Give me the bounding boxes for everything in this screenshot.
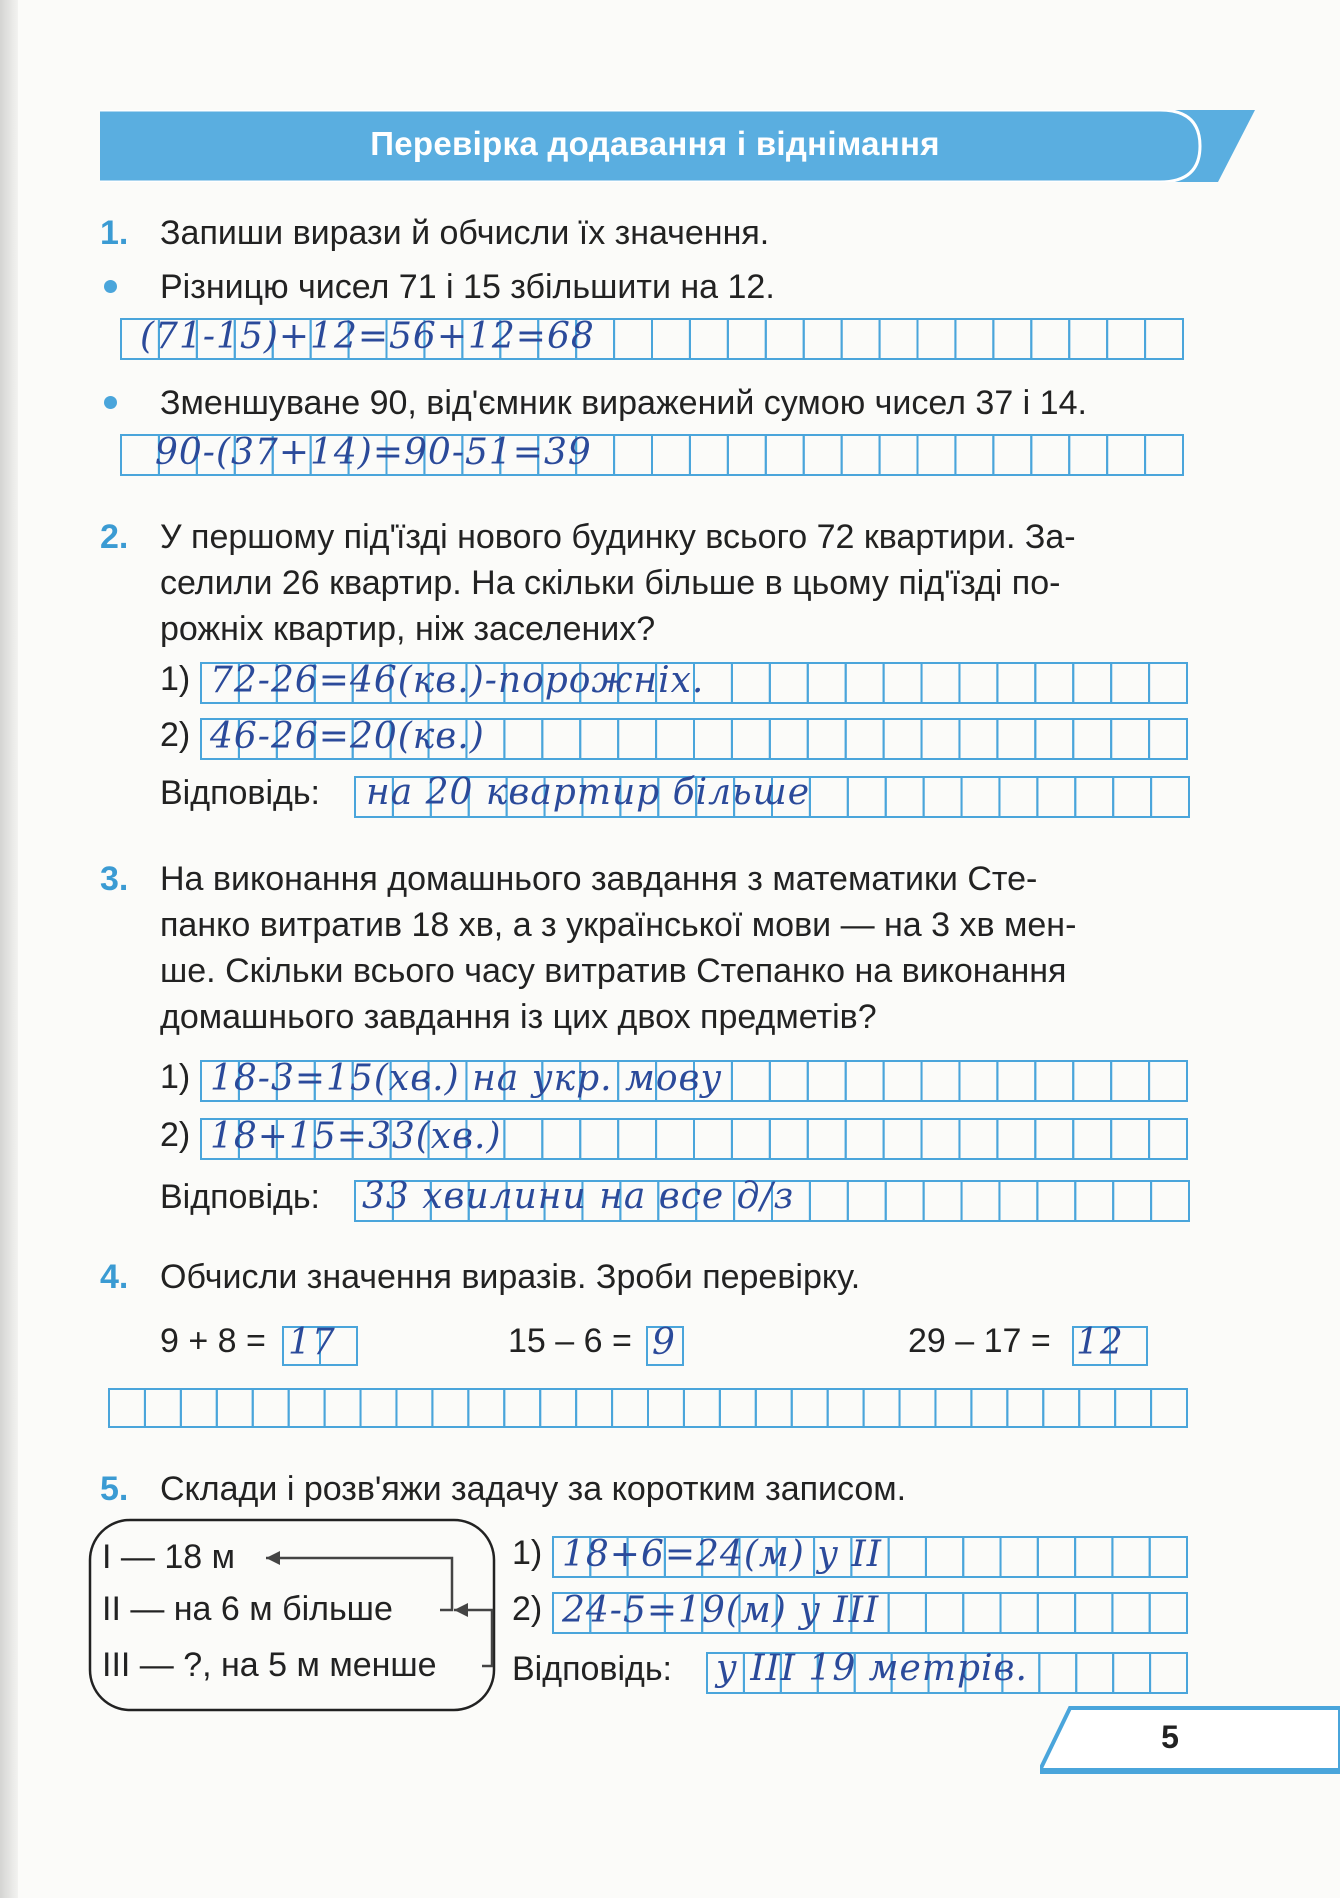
- task4-check-grid[interactable]: [108, 1388, 1188, 1428]
- task3-step2: 18+15=33(хв.): [210, 1116, 502, 1157]
- task3-answer-label: Відповідь:: [160, 1178, 321, 1216]
- grid-cell[interactable]: [1107, 319, 1145, 359]
- grid-cell[interactable]: [999, 1181, 1037, 1221]
- grid-cell[interactable]: [396, 1389, 432, 1427]
- task4-ans-3: 12: [1076, 1322, 1124, 1363]
- grid-cell[interactable]: [880, 319, 918, 359]
- grid-cell[interactable]: [1145, 435, 1183, 475]
- task1-text: Запиши вирази й обчисли їх значення.: [160, 214, 770, 252]
- grid-cell[interactable]: [884, 1119, 922, 1159]
- grid-cell[interactable]: [810, 1181, 848, 1221]
- grid-cell[interactable]: [900, 1389, 936, 1427]
- note-line-1: І — 18 м: [102, 1538, 235, 1576]
- grid-cell[interactable]: [842, 319, 880, 359]
- note-line-2: ІІ — на 6 м більше: [102, 1590, 393, 1628]
- grid-cell[interactable]: [884, 663, 922, 703]
- grid-cell[interactable]: [926, 1537, 963, 1577]
- grid-cell[interactable]: [959, 663, 997, 703]
- grid-cell[interactable]: [880, 435, 918, 475]
- task5-text: Склади і розв'яжи задачу за коротким записом.: [160, 1470, 907, 1508]
- task3-number: 3.: [100, 860, 129, 898]
- task2-line-2: селили 26 квартир. На скільки більше в цьому під'їзді по-: [160, 564, 1061, 602]
- grid-cell[interactable]: [1075, 1181, 1113, 1221]
- grid-cell[interactable]: [612, 1389, 648, 1427]
- grid-cell[interactable]: [884, 1061, 922, 1101]
- grid-cell[interactable]: [1043, 1389, 1079, 1427]
- task3-answer: 33 хвилини на все д/з: [362, 1176, 795, 1217]
- task2-answer-label: Відповідь:: [160, 774, 321, 812]
- task1-b-answer: 90-(37+14)=90-51=39: [155, 432, 592, 473]
- grid-cell[interactable]: [971, 1389, 1007, 1427]
- grid-cell[interactable]: [1038, 1537, 1075, 1577]
- grid-cell[interactable]: [648, 1389, 684, 1427]
- grid-cell[interactable]: [1001, 1537, 1038, 1577]
- grid-cells: [109, 1389, 1187, 1427]
- grid-cell[interactable]: [935, 1389, 971, 1427]
- task2-step2: 46-26=20(кв.): [210, 716, 485, 757]
- grid-cell[interactable]: [728, 319, 766, 359]
- grid-cell[interactable]: [690, 319, 728, 359]
- grid-cell[interactable]: [1112, 1593, 1149, 1633]
- grid-cell[interactable]: [652, 435, 690, 475]
- task5-step2: 24-5=19(м) у ІІІ: [562, 1590, 880, 1631]
- grid-cell[interactable]: [959, 719, 997, 759]
- grid-cell[interactable]: [468, 1389, 504, 1427]
- grid-cell[interactable]: [1149, 1119, 1187, 1159]
- grid-cell[interactable]: [766, 319, 804, 359]
- grid-cell[interactable]: [542, 1119, 580, 1159]
- grid-cell[interactable]: [886, 1181, 924, 1221]
- grid-cell[interactable]: [1150, 1593, 1187, 1633]
- grid-cell[interactable]: [1039, 1653, 1076, 1693]
- grid-cell[interactable]: [1038, 1593, 1075, 1633]
- header-banner: [100, 110, 1255, 182]
- grid-cell[interactable]: [576, 1389, 612, 1427]
- grid-cell[interactable]: [656, 1119, 694, 1159]
- grid-cell[interactable]: [922, 719, 960, 759]
- grid-cell[interactable]: [732, 1119, 770, 1159]
- grid-cell[interactable]: [145, 1389, 181, 1427]
- grid-cell[interactable]: [732, 1061, 770, 1101]
- grid-cell[interactable]: [694, 1119, 732, 1159]
- grid-cell[interactable]: [1001, 1593, 1038, 1633]
- grid-cell[interactable]: [542, 719, 580, 759]
- grid-cell[interactable]: [580, 1119, 618, 1159]
- task4-expr-2: 15 – 6 =: [508, 1322, 632, 1360]
- grid-cell[interactable]: [1069, 319, 1107, 359]
- grid-cell[interactable]: [1111, 1119, 1149, 1159]
- grid-cell[interactable]: [1073, 719, 1111, 759]
- grid-cell[interactable]: [848, 777, 886, 817]
- grid-cell[interactable]: [808, 719, 846, 759]
- page-number: 5: [1161, 1719, 1179, 1755]
- grid-cell[interactable]: [886, 777, 924, 817]
- task2-number: 2.: [100, 518, 129, 556]
- task1-b-text: Зменшуване 90, від'ємник виражений сумою чисел 37 і 14.: [160, 384, 1087, 422]
- grid-cell[interactable]: [1151, 1181, 1189, 1221]
- grid-cell[interactable]: [770, 1061, 808, 1101]
- task4-expr-3: 29 – 17 =: [908, 1322, 1051, 1360]
- task4-number: 4.: [100, 1258, 129, 1296]
- grid-cell[interactable]: [1151, 777, 1189, 817]
- grid-cell[interactable]: [955, 435, 993, 475]
- grid-cell[interactable]: [1031, 319, 1069, 359]
- grid-cell[interactable]: [1035, 1119, 1073, 1159]
- grid-cell[interactable]: [694, 719, 732, 759]
- grid-cell[interactable]: [1113, 777, 1151, 817]
- grid-cell[interactable]: [808, 1061, 846, 1101]
- grid-cell[interactable]: [1075, 1593, 1112, 1633]
- task2-step1-label: 1): [160, 660, 191, 698]
- task1-a-text: Різницю чисел 71 і 15 збільшити на 12.: [160, 268, 775, 306]
- grid-cell[interactable]: [770, 1119, 808, 1159]
- grid-cell[interactable]: [253, 1389, 289, 1427]
- grid-cell[interactable]: [846, 663, 884, 703]
- grid-cell[interactable]: [804, 319, 842, 359]
- grid-cell[interactable]: [732, 719, 770, 759]
- task3-line-3: ше. Скільки всього часу витратив Степанко на виконання: [160, 952, 1067, 990]
- grid-cell[interactable]: [121, 435, 159, 475]
- grid-cell[interactable]: [217, 1389, 253, 1427]
- grid-cell[interactable]: [884, 719, 922, 759]
- grid-cell[interactable]: [1150, 1653, 1187, 1693]
- grid-cell[interactable]: [922, 1061, 960, 1101]
- grid-cell[interactable]: [1035, 663, 1073, 703]
- grid-cell[interactable]: [1075, 1537, 1112, 1577]
- grid-cell[interactable]: [1069, 435, 1107, 475]
- grid-cell[interactable]: [828, 1389, 864, 1427]
- grid-cell[interactable]: [959, 1119, 997, 1159]
- grid-cell[interactable]: [618, 719, 656, 759]
- grid-cell[interactable]: [1035, 719, 1073, 759]
- grid-cell[interactable]: [997, 1061, 1035, 1101]
- grid-cell[interactable]: [504, 1119, 542, 1159]
- grid-cell[interactable]: [181, 1389, 217, 1427]
- page-number-tab: [1040, 1706, 1340, 1776]
- grid-cell[interactable]: [848, 1181, 886, 1221]
- task1-number: 1.: [100, 214, 129, 252]
- grid-cell[interactable]: [924, 1181, 962, 1221]
- grid-cell[interactable]: [1111, 663, 1149, 703]
- task5-number: 5.: [100, 1470, 129, 1508]
- grid-cell[interactable]: [614, 435, 652, 475]
- grid-cell[interactable]: [918, 319, 956, 359]
- task3-step2-label: 2): [160, 1116, 191, 1154]
- grid-cell[interactable]: [1007, 1389, 1043, 1427]
- task4-text: Обчисли значення виразів. Зроби перевірку.: [160, 1258, 861, 1296]
- page-edge-shadow: [0, 0, 18, 1898]
- task2-line-1: У першому під'їзді нового будинку всього 72 квартири. За-: [160, 518, 1076, 556]
- grid-cell[interactable]: [732, 663, 770, 703]
- grid-cell[interactable]: [922, 663, 960, 703]
- task3-step1: 18-3=15(хв.) на укр. мову: [210, 1058, 723, 1099]
- grid-cell[interactable]: [432, 1389, 468, 1427]
- task5-answer: у ІІІ 19 метрів.: [716, 1648, 1028, 1689]
- grid-cell[interactable]: [804, 435, 842, 475]
- grid-cell[interactable]: [756, 1389, 792, 1427]
- grid-cell[interactable]: [792, 1389, 828, 1427]
- page-title: Перевірка додавання і віднімання: [370, 125, 940, 162]
- grid-cell[interactable]: [1079, 1389, 1115, 1427]
- grid-cell[interactable]: [652, 319, 690, 359]
- grid-cell[interactable]: [1145, 319, 1183, 359]
- grid-cell[interactable]: [1073, 1119, 1111, 1159]
- task3-line-1: На виконання домашнього завдання з математики Сте-: [160, 860, 1038, 898]
- task2-step2-label: 2): [160, 716, 191, 754]
- grid-cell[interactable]: [614, 319, 652, 359]
- grid-cell[interactable]: [766, 435, 804, 475]
- grid-cell[interactable]: [109, 1389, 145, 1427]
- grid-cell[interactable]: [1111, 719, 1149, 759]
- grid-cell[interactable]: [1149, 663, 1187, 703]
- grid-cell[interactable]: [770, 719, 808, 759]
- task1-a-answer: (71-15)+12=56+12=68: [140, 316, 595, 357]
- grid-cell[interactable]: [361, 1389, 397, 1427]
- task5-step1: 18+6=24(м) у ІІ: [562, 1534, 882, 1575]
- grid-cell[interactable]: [1031, 435, 1069, 475]
- grid-cell[interactable]: [997, 663, 1035, 703]
- grid-cell[interactable]: [999, 777, 1037, 817]
- grid-cell[interactable]: [656, 719, 694, 759]
- task5-step1-label: 1): [512, 1534, 543, 1572]
- grid-cell[interactable]: [1073, 1061, 1111, 1101]
- grid-cell[interactable]: [1151, 1389, 1187, 1427]
- grid-cell[interactable]: [1075, 777, 1113, 817]
- bullet-icon: [104, 280, 117, 293]
- grid-cell[interactable]: [1073, 663, 1111, 703]
- grid-cell[interactable]: [1112, 1537, 1149, 1577]
- grid-cell[interactable]: [1035, 1061, 1073, 1101]
- task3-line-4: домашнього завдання із цих двох предметів?: [160, 998, 877, 1036]
- grid-cell[interactable]: [1113, 1653, 1150, 1693]
- grid-cell[interactable]: [808, 1119, 846, 1159]
- grid-cell[interactable]: [1111, 1061, 1149, 1101]
- grid-cell[interactable]: [1113, 1181, 1151, 1221]
- task3-step1-label: 1): [160, 1058, 191, 1096]
- grid-cell[interactable]: [926, 1593, 963, 1633]
- grid-cell[interactable]: [289, 1389, 325, 1427]
- grid-cell[interactable]: [997, 1119, 1035, 1159]
- grid-cell[interactable]: [618, 1119, 656, 1159]
- grid-cell[interactable]: [924, 777, 962, 817]
- grid-cell[interactable]: [889, 1593, 926, 1633]
- task4-ans-2: 9: [652, 1322, 676, 1363]
- grid-cell[interactable]: [808, 663, 846, 703]
- task3-line-2: панко витратив 18 хв, а з української мови — на 3 хв мен-: [160, 906, 1077, 944]
- grid-cell[interactable]: [962, 1181, 1000, 1221]
- grid-cell[interactable]: [997, 719, 1035, 759]
- bullet-icon: [104, 396, 117, 409]
- grid-cell[interactable]: [1149, 719, 1187, 759]
- grid-cell[interactable]: [842, 435, 880, 475]
- grid-cell[interactable]: [810, 777, 848, 817]
- task4-ans-1: 17: [288, 1322, 336, 1363]
- grid-cell[interactable]: [864, 1389, 900, 1427]
- grid-cell[interactable]: [504, 1389, 540, 1427]
- grid-cell[interactable]: [728, 435, 766, 475]
- task5-step2-label: 2): [512, 1590, 543, 1628]
- task2-line-3: рожніх квартир, ніж заселених?: [160, 610, 656, 648]
- grid-cell[interactable]: [684, 1389, 720, 1427]
- grid-cell[interactable]: [770, 663, 808, 703]
- grid-cell[interactable]: [959, 1061, 997, 1101]
- grid-cell[interactable]: [918, 435, 956, 475]
- grid-cell[interactable]: [922, 1119, 960, 1159]
- grid-cell[interactable]: [1037, 1181, 1075, 1221]
- grid-cell[interactable]: [325, 1389, 361, 1427]
- grid-cell[interactable]: [889, 1537, 926, 1577]
- grid-cell[interactable]: [540, 1389, 576, 1427]
- grid-cell[interactable]: [963, 1593, 1000, 1633]
- grid-cell[interactable]: [1149, 1061, 1187, 1101]
- grid-cell[interactable]: [504, 719, 542, 759]
- grid-cell[interactable]: [963, 1537, 1000, 1577]
- grid-cell[interactable]: [846, 1061, 884, 1101]
- grid-cell[interactable]: [1115, 1389, 1151, 1427]
- grid-cell[interactable]: [993, 319, 1031, 359]
- task5-answer-label: Відповідь:: [512, 1650, 673, 1688]
- grid-cell[interactable]: [993, 435, 1031, 475]
- grid-cell[interactable]: [846, 719, 884, 759]
- grid-cell[interactable]: [720, 1389, 756, 1427]
- grid-cell[interactable]: [1037, 777, 1075, 817]
- grid-cell[interactable]: [1076, 1653, 1113, 1693]
- grid-cell[interactable]: [1150, 1537, 1187, 1577]
- grid-cell[interactable]: [1107, 435, 1145, 475]
- task2-answer: на 20 квартир більше: [366, 772, 811, 813]
- grid-cell[interactable]: [846, 1119, 884, 1159]
- grid-cell[interactable]: [580, 719, 618, 759]
- task2-step1: 72-26=46(кв.)-порожніх.: [210, 660, 705, 701]
- note-line-3: ІІІ — ?, на 5 м менше: [102, 1646, 437, 1684]
- grid-cell[interactable]: [955, 319, 993, 359]
- grid-cell[interactable]: [962, 777, 1000, 817]
- grid-cell[interactable]: [690, 435, 728, 475]
- task4-expr-1: 9 + 8 =: [160, 1322, 266, 1360]
